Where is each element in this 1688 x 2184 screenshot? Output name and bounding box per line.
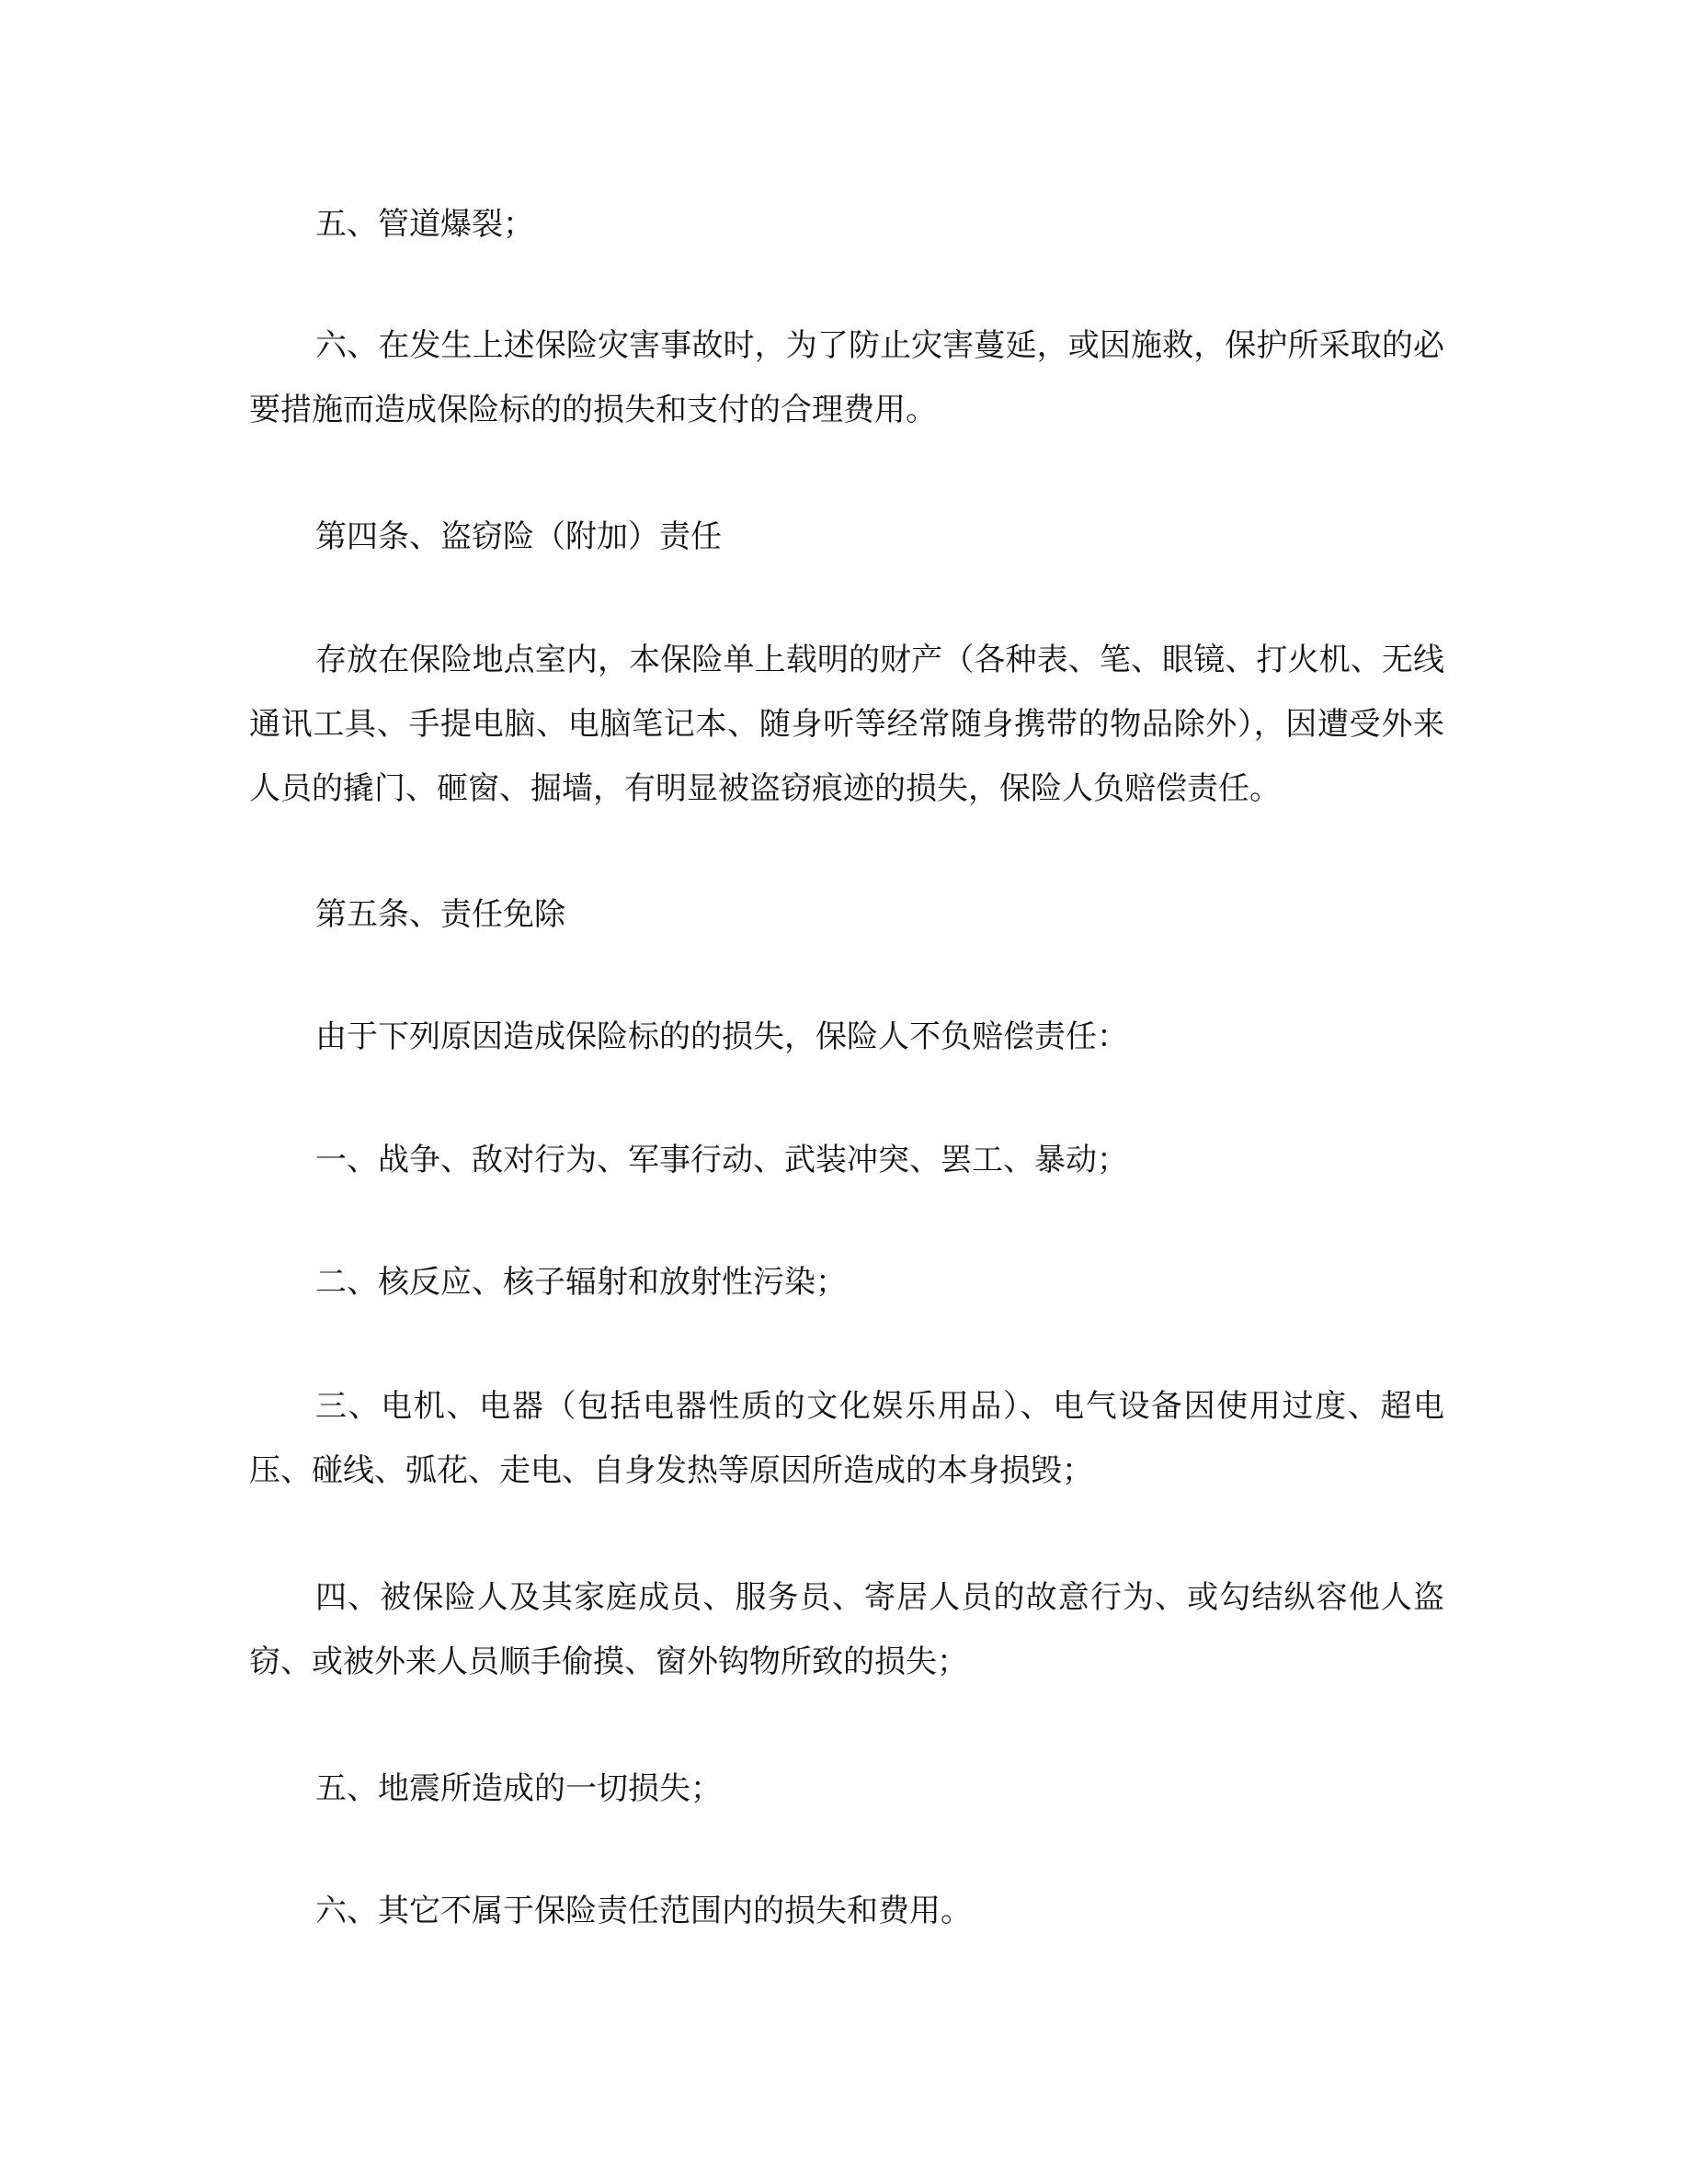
paragraph-exclusion-war: 一、战争、敌对行为、军事行动、武装冲突、罢工、暴动； [315,1142,1128,1178]
paragraph-theft-coverage: 存放在保险地点室内，本保险单上载明的财产（各种表、笔、眼镜、打火机、无线通讯工具、手提电脑、电脑笔记本、随身听等经常随身携带的物品除外），因遭受外来人员的撬门、砸窗、掘墙，有明显被盗窃痕迹的损失，保险人负赔偿责任。 [249,642,1444,807]
paragraph-exclusion-nuclear: 二、核反应、核子辐射和放射性污染； [315,1264,847,1301]
paragraph-article-four-title: 第四条、盗窃险（附加）责任 [315,518,722,555]
paragraph-article-five-title: 第五条、责任免除 [315,896,565,933]
paragraph-pipe-burst: 五、管道爆裂； [315,206,534,243]
paragraph-exclusion-electrical: 三、电机、电器（包括电器性质的文化娱乐用品）、电气设备因使用过度、超电压、碰线、弧花、走电、自身发热等原因所造成的本身损毁； [249,1388,1444,1489]
paragraph-exclusion-intro: 由于下列原因造成保险标的的损失，保险人不负赔偿责任： [315,1018,1128,1055]
paragraph-exclusion-earthquake: 五、地震所造成的一切损失； [315,1770,722,1807]
paragraph-rescue-costs: 六、在发生上述保险灾害事故时，为了防止灾害蔓延，或因施救，保护所采取的必要措施而造成保险标的的损失和支付的合理费用。 [249,327,1444,428]
paragraph-exclusion-other: 六、其它不属于保险责任范围内的损失和费用。 [315,1893,972,1929]
paragraph-exclusion-intentional: 四、被保险人及其家庭成员、服务员、寄居人员的故意行为、或勾结纵容他人盗窃、或被外来人员顺手偷摸、窗外钩物所致的损失； [249,1579,1444,1680]
